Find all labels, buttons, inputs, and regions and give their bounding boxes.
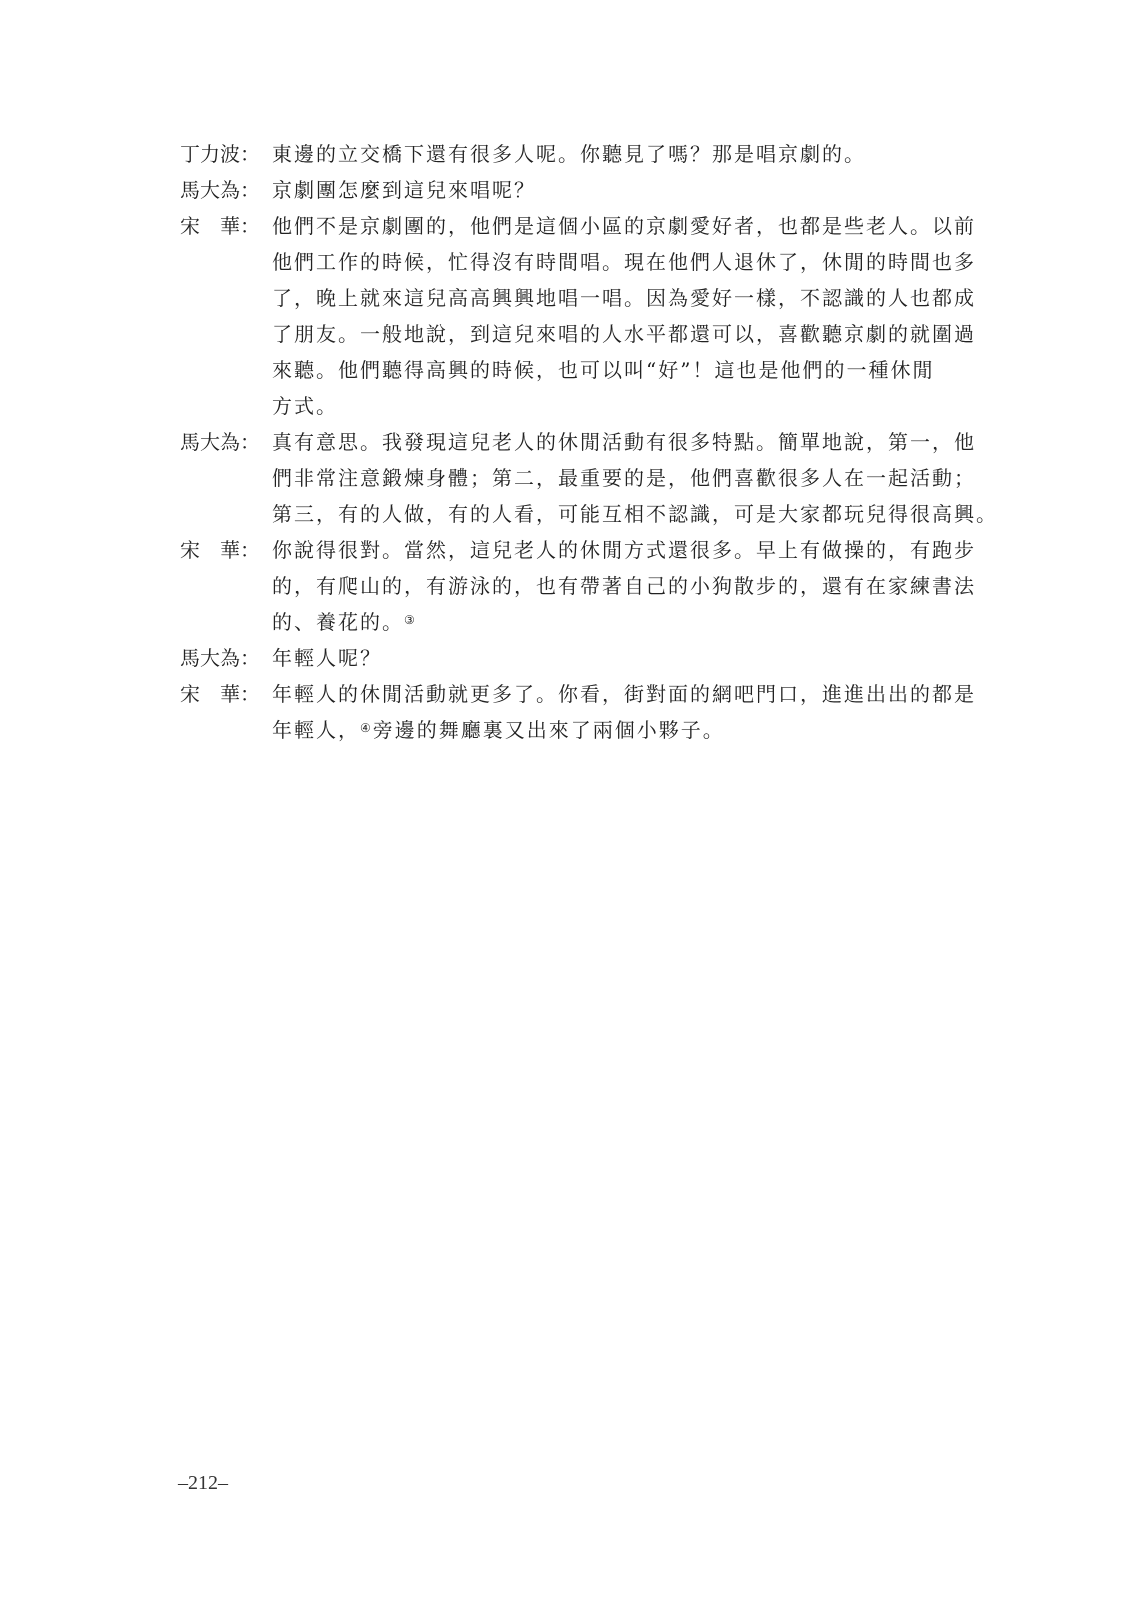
speaker-name: 丁力波：: [180, 142, 260, 166]
speech-line: 京劇團怎麼到這兒來唱呢？: [272, 178, 536, 202]
speech-line: 了朋友。一般地說，到這兒來唱的人水平都還可以，喜歡聽京劇的就圍過: [272, 322, 976, 346]
speech-text: [272, 676, 1020, 748]
speech-text: [272, 208, 1020, 424]
speech-text: [272, 136, 1020, 172]
speech-text: [272, 640, 1020, 676]
speech-line: 東邊的立交橋下還有很多人呢。你聽見了嗎？那是唱京劇的。: [272, 142, 866, 166]
speech-line: 了，晚上就來這兒高高興興地唱一唱。因為愛好一樣，不認識的人也都成: [272, 286, 976, 310]
speaker-name: 宋 華：: [180, 682, 260, 706]
speech-line: 年輕人的休閒活動就更多了。你看，街對面的網吧門口，進進出出的都是: [272, 682, 976, 706]
dialogue-turn: [180, 424, 1020, 532]
speech-line: 來聽。他們聽得高興的時候，也可以叫“好”！這也是他們的一種休閒: [272, 358, 935, 382]
page-number: –212–: [178, 1472, 228, 1494]
speech-line: 他們不是京劇團的，他們是這個小區的京劇愛好者，也都是些老人。以前: [272, 214, 976, 238]
dialogue-turn: [180, 640, 1020, 676]
speech-line-tail: 旁邊的舞廳裏又出來了兩個小夥子。: [372, 718, 725, 742]
speech-line: 他們工作的時候，忙得沒有時間唱。現在他們人退休了，休閒的時間也多: [272, 250, 976, 274]
speaker-name: 馬大為：: [180, 646, 260, 670]
dialogue-turn: [180, 532, 1020, 640]
dialogue-turn: [180, 676, 1020, 748]
speaker-name: 馬大為：: [180, 430, 260, 454]
speech-text: [272, 424, 1020, 532]
speech-line: 年輕人呢？: [272, 646, 382, 670]
speech-line: 真有意思。我發現這兒老人的休閒活動有很多特點。簡單地說，第一，他: [272, 430, 976, 454]
speech-line: 們非常注意鍛煉身體；第二，最重要的是，他們喜歡很多人在一起活動；: [272, 466, 976, 490]
speech-line: [272, 604, 1020, 640]
speech-text: [272, 172, 1020, 208]
speech-line: 的，有爬山的，有游泳的，也有帶著自己的小狗散步的，還有在家練書法: [272, 574, 976, 598]
speech-text: [272, 532, 1020, 640]
speech-line: 你說得很對。當然，這兒老人的休閒方式還很多。早上有做操的，有跑步: [272, 538, 976, 562]
speech-line: 方式。: [272, 394, 338, 418]
dialogue-turn: [180, 136, 1020, 172]
dialogue-turn: [180, 172, 1020, 208]
speech-line-text: 年輕人，: [272, 718, 360, 742]
dialogue-text: [180, 136, 1020, 748]
speaker-name: 宋 華：: [180, 538, 260, 562]
speech-line: 第三，有的人做，有的人看，可能互相不認識，可是大家都玩兒得很高興。: [272, 502, 998, 526]
speech-line-text: 的、養花的。: [272, 610, 404, 634]
footnote-marker: ④: [360, 721, 373, 735]
dialogue-turn: [180, 208, 1020, 424]
speaker-name: 宋 華：: [180, 214, 260, 238]
speech-line: [272, 712, 1020, 748]
speaker-name: 馬大為：: [180, 178, 260, 202]
footnote-marker: ③: [404, 613, 417, 627]
